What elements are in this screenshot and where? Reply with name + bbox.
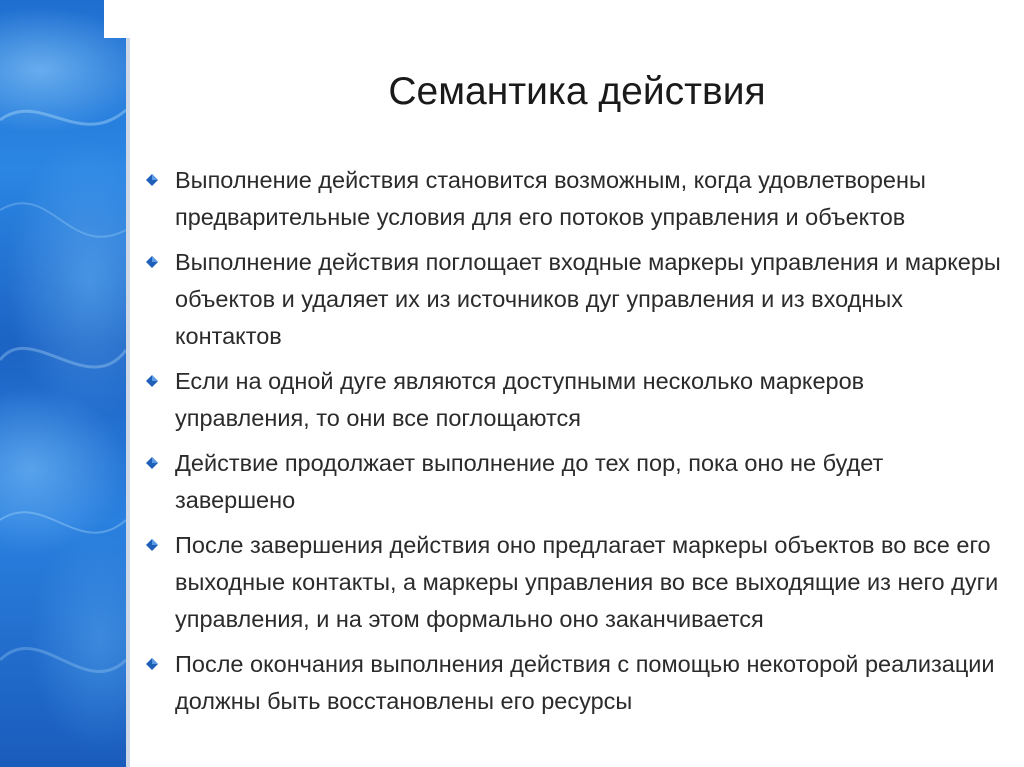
- diamond-bullet-icon: [145, 538, 159, 552]
- bullet-text: После окончания выполнения действия с помощью некоторой реализации должны быть восстановлены его ресурсы: [175, 651, 995, 714]
- bullet-item: [145, 646, 1005, 720]
- bullet-item: [145, 244, 1005, 355]
- bullet-text: Выполнение действия становится возможным, когда удовлетворены предварительные условия для его потоков управления и объектов: [175, 167, 926, 230]
- bullet-item: [145, 363, 1005, 437]
- bullet-list: [145, 162, 1005, 728]
- slide-title: Семантика действия: [388, 70, 766, 113]
- bullet-item: [145, 162, 1005, 236]
- diamond-bullet-icon: [145, 657, 159, 671]
- diamond-bullet-icon: [145, 456, 159, 470]
- diamond-bullet-icon: [145, 374, 159, 388]
- diamond-bullet-icon: [145, 255, 159, 269]
- bullet-text: После завершения действия оно предлагает маркеры объектов во все его выходные контакты, а маркеры управления во все выходящие из него дуги управления, и на этом формально оно заканчивается: [175, 532, 999, 632]
- bullet-text: Если на одной дуге являются доступными несколько маркеров управления, то они все поглощаются: [175, 368, 865, 431]
- sidebar-wave-pattern: [0, 0, 126, 767]
- decorative-sidebar: [0, 0, 126, 767]
- bullet-item: [145, 445, 1005, 519]
- top-tab-notch: [104, 0, 126, 38]
- bullet-text: Выполнение действия поглощает входные маркеры управления и маркеры объектов и удаляет их из источников дуг управления и из входных контактов: [175, 249, 1001, 349]
- bullet-item: [145, 527, 1005, 638]
- divider-line: [126, 38, 130, 767]
- diamond-bullet-icon: [145, 173, 159, 187]
- bullet-text: Действие продолжает выполнение до тех пор, пока оно не будет завершено: [175, 450, 884, 513]
